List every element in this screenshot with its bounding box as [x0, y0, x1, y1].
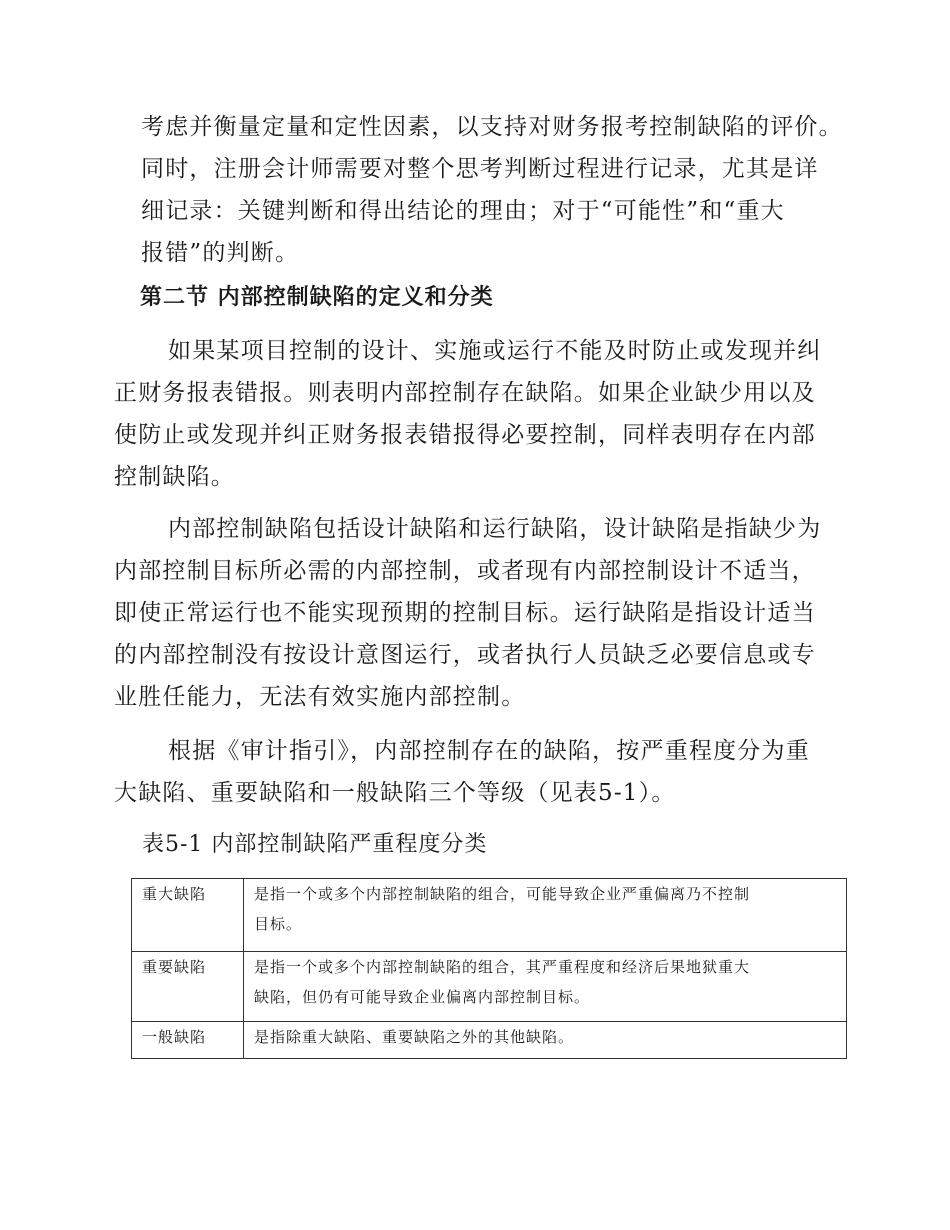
paragraph-2-line: 正财务报表错报。则表明内部控制存在缺陷。如果企业缺少用以及: [114, 380, 816, 406]
table-cell-definition: [244, 952, 847, 1022]
table-cell-term: 一般缺陷: [132, 1022, 244, 1059]
table-row: [132, 879, 847, 952]
table-cell-term: 重要缺陷: [132, 952, 244, 1022]
table-row: [132, 1022, 847, 1059]
paragraph-4-line: 大缺陷、重要缺陷和一般缺陷三个等级（见表5-1）。: [114, 780, 676, 806]
paragraph-1-line: 同时，注册会计师需要对整个思考判断过程进行记录，尤其是详: [141, 156, 819, 182]
paragraph-1-line: 考虑并衡量定量和定性因素，以支持对财务报考控制缺陷的评价。: [141, 114, 843, 140]
definition-line: 缺陷，但仍有可能导致企业偏离内部控制目标。: [254, 988, 591, 1006]
definition-line: 是指除重大缺陷、重要缺陷之外的其他缺陷。: [254, 1028, 575, 1046]
paragraph-3-line: 的内部控制没有按设计意图运行，或者执行人员缺乏必要信息或专: [114, 642, 816, 668]
defect-severity-table: [131, 878, 847, 1059]
paragraph-1-line: 报错”的判断。: [141, 240, 300, 266]
section-heading: 第二节 内部控制缺陷的定义和分类: [140, 285, 494, 310]
paragraph-2-line: 控制缺陷。: [114, 464, 235, 490]
definition-line: 是指一个或多个内部控制缺陷的组合，其严重程度和经济后果地狱重大: [254, 958, 751, 976]
paragraph-3-line: 即使正常运行也不能实现预期的控制目标。运行缺陷是指设计适当: [114, 600, 816, 626]
paragraph-2-line: 如果某项目控制的设计、实施或运行不能及时防止或发现并纠: [168, 338, 822, 364]
definition-line: 目标。: [254, 915, 303, 933]
paragraph-3-line: 内部控制缺陷包括设计缺陷和运行缺陷，设计缺陷是指缺少为: [168, 516, 822, 542]
table-row: [132, 952, 847, 1022]
table-caption: 表5-1 内部控制缺陷严重程度分类: [142, 832, 488, 857]
paragraph-3-line: 业胜任能力，无法有效实施内部控制。: [114, 684, 526, 710]
table-cell-definition: [244, 1022, 847, 1059]
table-cell-definition: [244, 879, 847, 952]
paragraph-2-line: 使防止或发现并纠正财务报表错报得必要控制，同样表明存在内部: [114, 422, 816, 448]
paragraph-4-line: 根据《审计指引》，内部控制存在的缺陷，按严重程度分为重: [168, 738, 810, 764]
table-cell-term: 重大缺陷: [132, 879, 244, 952]
paragraph-3-line: 内部控制目标所必需的内部控制，或者现有内部控制设计不适当，: [114, 558, 816, 584]
paragraph-1-line: 细记录：关键判断和得出结论的理由；对于“可能性”和“重大: [141, 198, 785, 224]
definition-line: 是指一个或多个内部控制缺陷的组合，可能导致企业严重偏离乃不控制: [254, 885, 751, 903]
